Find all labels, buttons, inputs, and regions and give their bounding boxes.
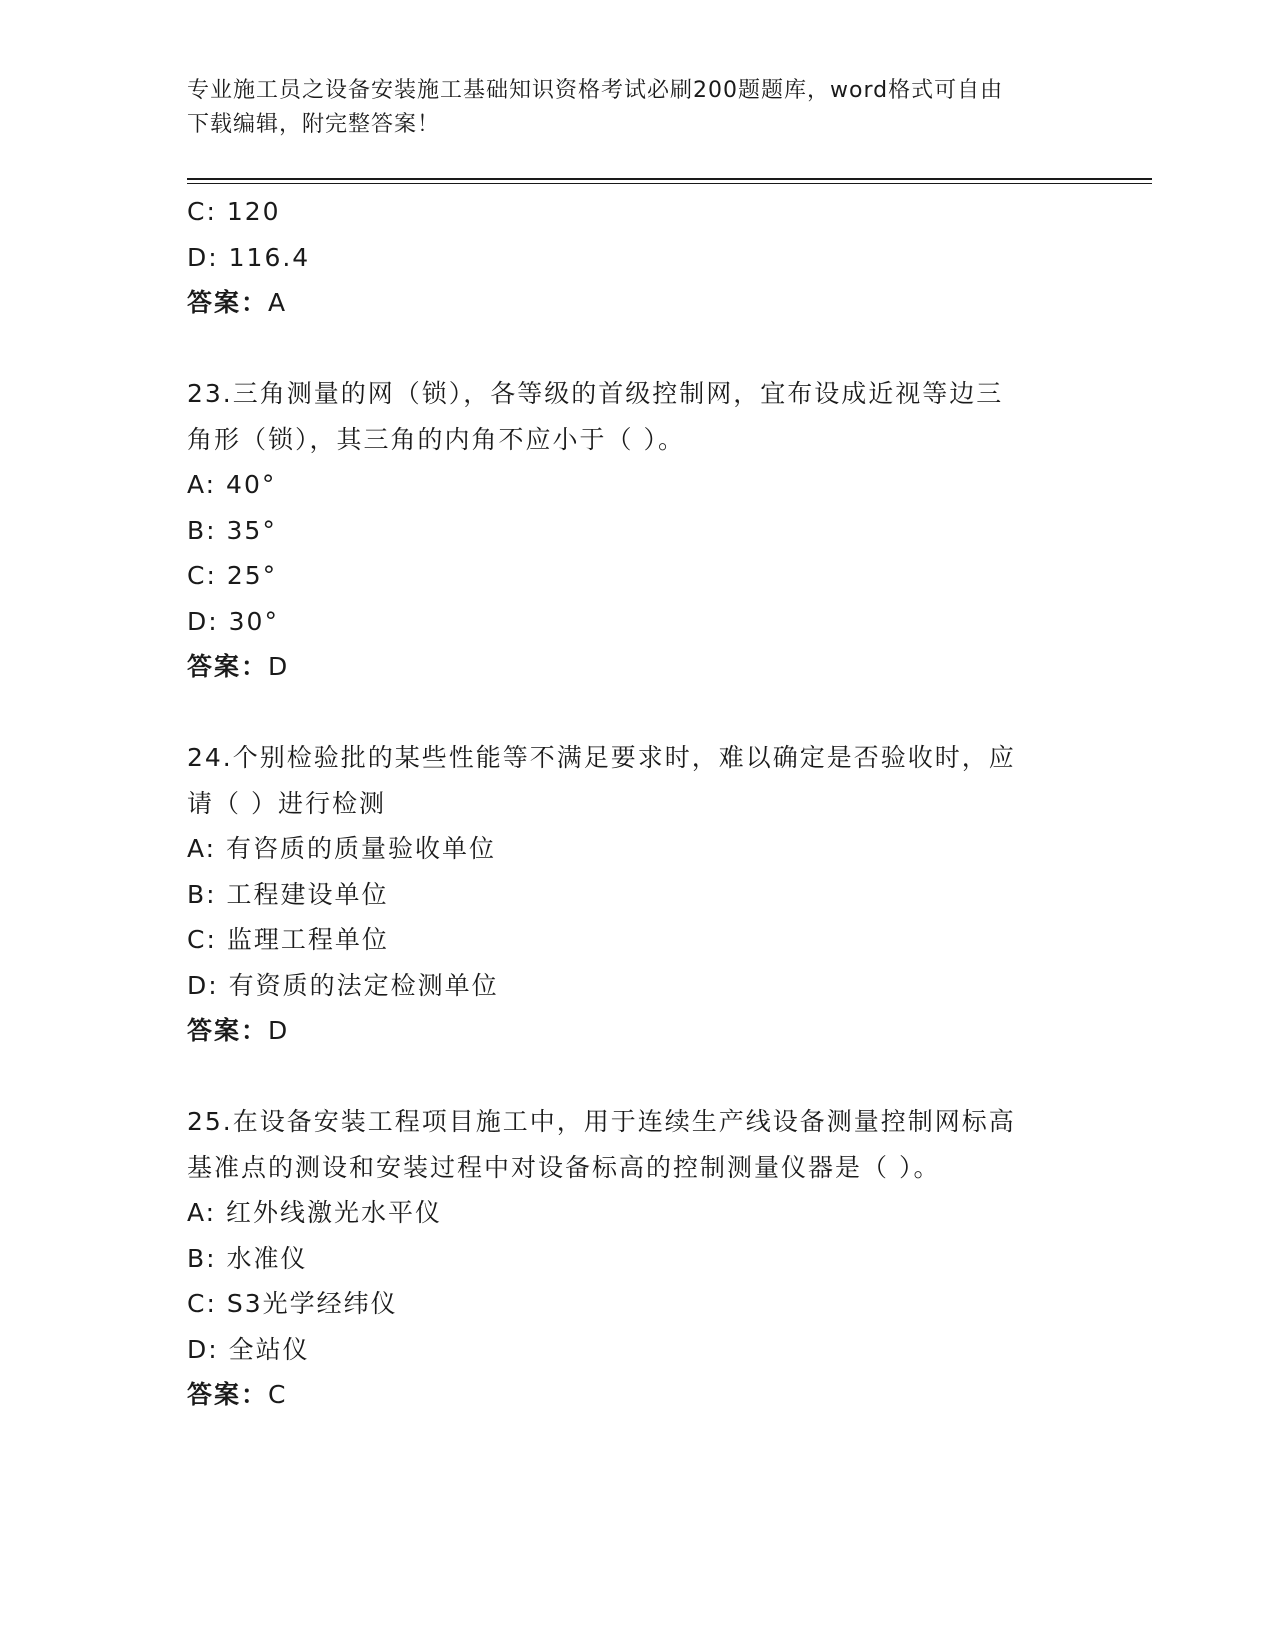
option-text: 有咨质的质量验收单位 [226, 834, 497, 863]
option-text: 25° [226, 561, 278, 590]
option-c [187, 553, 1087, 599]
answer-line [187, 1008, 1087, 1054]
option-text: 120 [226, 197, 281, 226]
option-letter: C: [187, 197, 217, 226]
option-text: 全站仪 [228, 1334, 310, 1364]
option-a [187, 826, 1087, 872]
option-text: 35° [226, 515, 277, 545]
option-a [187, 1190, 1087, 1236]
option-b [187, 872, 1087, 918]
option-letter: A: [187, 1198, 217, 1227]
answer-label: 答案： [187, 1016, 269, 1045]
option-d [187, 1327, 1087, 1373]
answer-line [187, 280, 1087, 326]
option-letter: C: [187, 561, 217, 590]
option-b [187, 508, 1087, 554]
spacer [187, 326, 1087, 372]
answer-label: 答案： [187, 652, 269, 681]
option-a [187, 462, 1087, 508]
spacer [187, 1054, 1087, 1100]
question-stem-line-1: 23.三角测量的网（锁），各等级的首级控制网，宜布设成近视等边三 [187, 379, 1004, 408]
option-text: 水准仪 [226, 1243, 308, 1273]
option-letter: A: [187, 834, 217, 863]
document-body [187, 189, 1087, 1418]
spacer [187, 690, 1087, 736]
question-stem-line-2: 角形（锁），其三角的内角不应小于（ ）。 [187, 424, 685, 454]
option-text: 工程建设单位 [226, 879, 389, 909]
answer-line [187, 1372, 1087, 1418]
option-d [187, 599, 1087, 645]
answer-value: D [268, 1016, 290, 1045]
header-divider-thick [187, 178, 1152, 180]
question-stem-line-1: 24.个别检验批的某些性能等不满足要求时，难以确定是否验收时，应 [187, 743, 1016, 772]
answer-value: C [268, 1380, 288, 1409]
answer-line [187, 644, 1087, 690]
option-letter: B: [187, 515, 217, 545]
option-c [187, 917, 1087, 963]
option-text: 116.4 [228, 242, 311, 272]
option-letter: A: [187, 470, 217, 499]
option-letter: B: [187, 1243, 217, 1273]
option-text: 监理工程单位 [226, 925, 389, 954]
option-text: 有资质的法定检测单位 [228, 970, 499, 1000]
option-letter: B: [187, 879, 217, 909]
option-letter: C: [187, 925, 217, 954]
question-25 [187, 1099, 1087, 1418]
option-text: 40° [226, 470, 277, 499]
answer-value: A [268, 288, 288, 317]
option-letter: D: [187, 606, 219, 636]
header-line-1: 专业施工员之设备安装施工基础知识资格考试必刷200题题库，word格式可自由 [187, 78, 1004, 103]
header-divider-thin [187, 183, 1152, 184]
option-d [187, 963, 1087, 1009]
header-line-2: 下载编辑，附完整答案！ [187, 112, 441, 137]
option-letter: D: [187, 1334, 219, 1364]
question-24 [187, 735, 1087, 1054]
option-text: 30° [228, 606, 279, 636]
option-text: S3光学经纬仪 [226, 1289, 398, 1318]
option-letter: D: [187, 242, 219, 272]
document-header [187, 74, 1067, 142]
option-letter: D: [187, 970, 219, 1000]
answer-label: 答案： [187, 288, 269, 317]
option-c [187, 1281, 1087, 1327]
question-stem-line-2: 基准点的测设和安装过程中对设备标高的控制测量仪器是（ ）。 [187, 1152, 941, 1182]
option-letter: C: [187, 1289, 217, 1318]
question-stem-line-1: 25.在设备安装工程项目施工中，用于连续生产线设备测量控制网标高 [187, 1107, 1016, 1136]
question-stem-line-2: 请（ ）进行检测 [187, 788, 386, 818]
answer-value: D [268, 652, 290, 681]
option-d [187, 235, 1087, 281]
answer-label: 答案： [187, 1380, 269, 1409]
continued-question [187, 189, 1087, 326]
question-23 [187, 371, 1087, 690]
option-b [187, 1236, 1087, 1282]
option-text: 红外线激光水平仪 [226, 1198, 443, 1227]
option-c [187, 189, 1087, 235]
